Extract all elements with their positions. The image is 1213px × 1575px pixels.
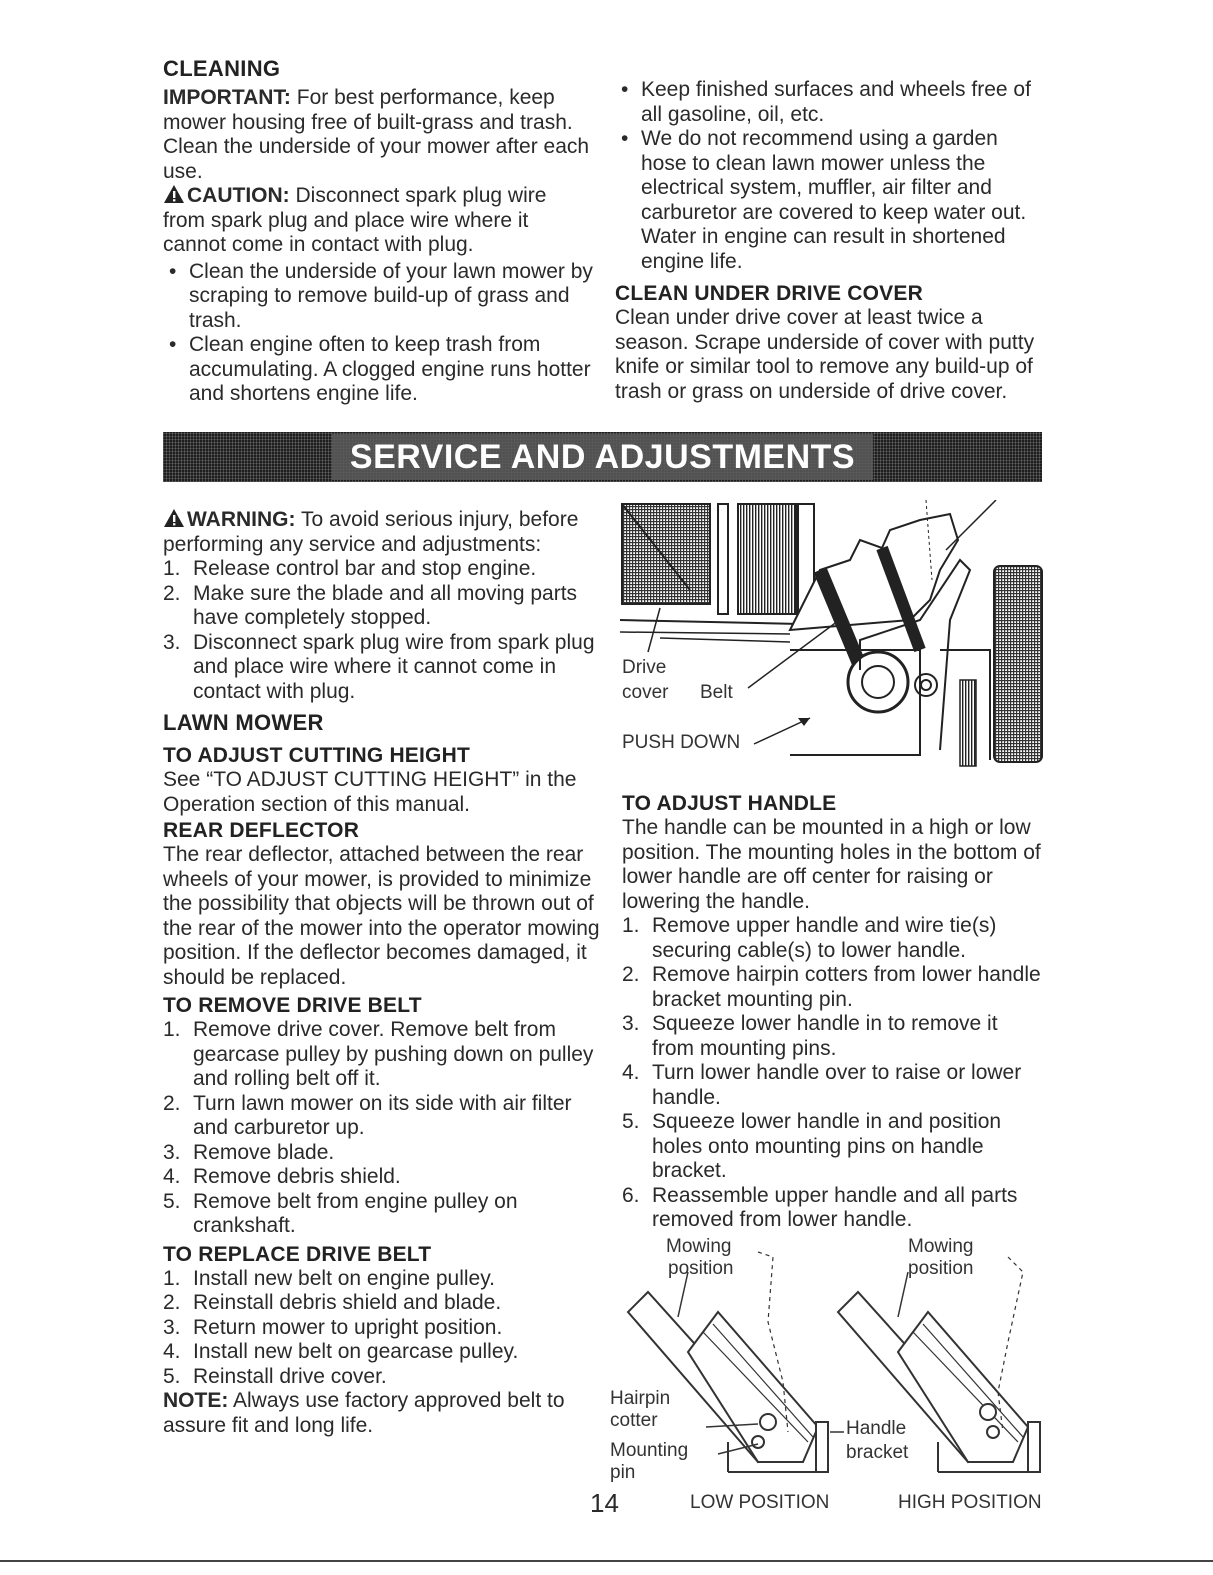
caution-text: Disconnect spark plug wire from spark plug and place wire where it cannot come in contact with plug. [163,184,547,256]
list-item: • Keep finished surfaces and wheels free of all gasoline, oil, etc. [615,78,1045,127]
important-label: IMPORTANT: [163,86,291,109]
replace-belt-steps [163,1267,603,1390]
note-text: Always use factory approved belt to assure fit and long life. [163,1389,565,1437]
list-item: 6. Reassemble upper handle and all parts removed from lower handle. [622,1183,1018,1231]
section-banner-title: SERVICE AND ADJUSTMENTS [332,434,873,480]
adjust-handle-heading: TO ADJUST HANDLE [622,792,837,815]
section-banner [163,432,1042,482]
clean-under-cover-text: Clean under drive cover at least twice a season. Scrape underside of cover with putty knife or similar tool to remove any build-up of trash or grass on underside of drive cover. [615,306,1035,403]
note-paragraph [163,1389,603,1438]
footer-rule [0,1560,1213,1562]
cotter-label: cotter [610,1410,658,1431]
list-item: • We do not recommend using a garden hose to clean lawn mower unless the electrical system, muffler, air filter and carburetor are covered to keep water out. Water in engine can result in shortened engine life. [615,127,1045,274]
page-number: 14 [590,1488,619,1518]
list-item: 2. Turn lawn mower on its side with air filter and carburetor up. [163,1091,572,1139]
list-item: 4. Install new belt on gearcase pulley. [163,1340,519,1363]
handle-label: Handle [846,1418,907,1439]
caution-paragraph [163,184,593,258]
drive-label: Drive [622,657,667,678]
warning-paragraph [163,508,603,557]
position-label-low: position [668,1258,734,1279]
list-item: 3. Remove blade. [163,1140,335,1164]
list-item: 5. Reinstall drive cover. [163,1364,387,1388]
warning-text: To avoid serious injury, before performing any service and adjustments: [163,508,579,556]
drive-belt-diagram [620,500,1045,772]
service-left-column [163,508,603,1438]
adjust-handle-intro: The handle can be mounted in a high or low position. The mounting holes in the bottom of lower handle are off center for raising or lowering the handle. [622,816,1041,913]
position-label-high: position [908,1258,974,1279]
mounting-label: Mounting [610,1440,689,1461]
bracket-label: bracket [846,1442,909,1463]
note-label: NOTE: [163,1389,229,1412]
high-position-label: HIGH POSITION [898,1492,1042,1512]
list-item: 1. Remove drive cover. Remove belt from gearcase pulley by pushing down on pulley and rolling belt off it. [163,1018,594,1090]
low-position-label: LOW POSITION [690,1492,830,1512]
caution-label: CAUTION: [187,184,290,207]
low-position-handle [628,1252,828,1472]
list-item: 1. Install new belt on engine pulley. [163,1266,495,1290]
hairpin-label: Hairpin [610,1388,671,1409]
remove-belt-heading: TO REMOVE DRIVE BELT [163,994,422,1017]
list-item: 4. Remove debris shield. [163,1165,401,1188]
cover-label: cover [622,682,669,703]
lawn-mower-heading: LAWN MOWER [163,710,324,735]
adjust-handle-steps [622,914,1042,1233]
list-item: 3. Return mower to upright position. [163,1315,503,1339]
cleaning-right-column [615,78,1045,404]
list-item: 1. Release control bar and stop engine. [163,557,537,580]
mowing-label-high: Mowing [908,1236,974,1257]
cutting-height-text: See “TO ADJUST CUTTING HEIGHT” in the Operation section of this manual. [163,768,577,816]
push-down-label: PUSH DOWN [622,732,741,753]
list-item: • Clean the underside of your lawn mower by scraping to remove build-up of grass and trash. [163,260,593,334]
cleaning-left-column [163,56,593,407]
warning-icon [163,508,185,528]
important-text: For best performance, keep mower housing free of built-grass and trash. Clean the underside of your mower after each use. [163,86,590,183]
clean-under-cover-heading: CLEAN UNDER DRIVE COVER [615,282,923,305]
high-position-handle [838,1257,1040,1472]
rear-deflector-heading: REAR DEFLECTOR [163,819,360,842]
list-item: 2. Make sure the blade and all moving parts have completely stopped. [163,581,578,629]
list-item: 3. Disconnect spark plug wire from spark plug and place wire where it cannot come in contact with plug. [163,630,595,703]
important-paragraph [163,86,593,184]
cutting-height-heading: TO ADJUST CUTTING HEIGHT [163,744,470,767]
mowing-label-low: Mowing [666,1236,732,1257]
rear-deflector-text: The rear deflector, attached between the rear wheels of your mower, is provided to minimize the possibility that objects will be thrown out of the rear of the mower into the operator mowing position. If the deflector becomes damaged, it should be replaced. [163,843,600,989]
handle-position-diagram [608,1232,1053,1512]
list-item: 2. Reinstall debris shield and blade. [163,1291,502,1314]
belt-label: Belt [700,682,733,703]
caution-icon [163,184,185,204]
list-item: 5. Remove belt from engine pulley on crankshaft. [163,1189,518,1237]
replace-belt-heading: TO REPLACE DRIVE BELT [163,1242,432,1266]
list-item: 1. Remove upper handle and wire tie(s) securing cable(s) to lower handle. [622,914,997,962]
remove-belt-steps [163,1018,603,1239]
list-item: 5. Squeeze lower handle in and position holes onto mounting pins on handle bracket. [622,1110,1002,1182]
cleaning-heading: CLEANING [163,56,281,81]
warning-steps [163,557,603,704]
list-item: 4. Turn lower handle over to raise or lower handle. [622,1061,1022,1109]
pin-label: pin [610,1462,636,1483]
list-item: • Clean engine often to keep trash from accumulating. A clogged engine runs hotter and shortens engine life. [163,333,593,407]
warning-label: WARNING: [187,508,296,531]
list-item: 2. Remove hairpin cotters from lower handle bracket mounting pin. [622,963,1041,1011]
handle-column [622,792,1042,1233]
list-item: 3. Squeeze lower handle in to remove it from mounting pins. [622,1012,998,1060]
